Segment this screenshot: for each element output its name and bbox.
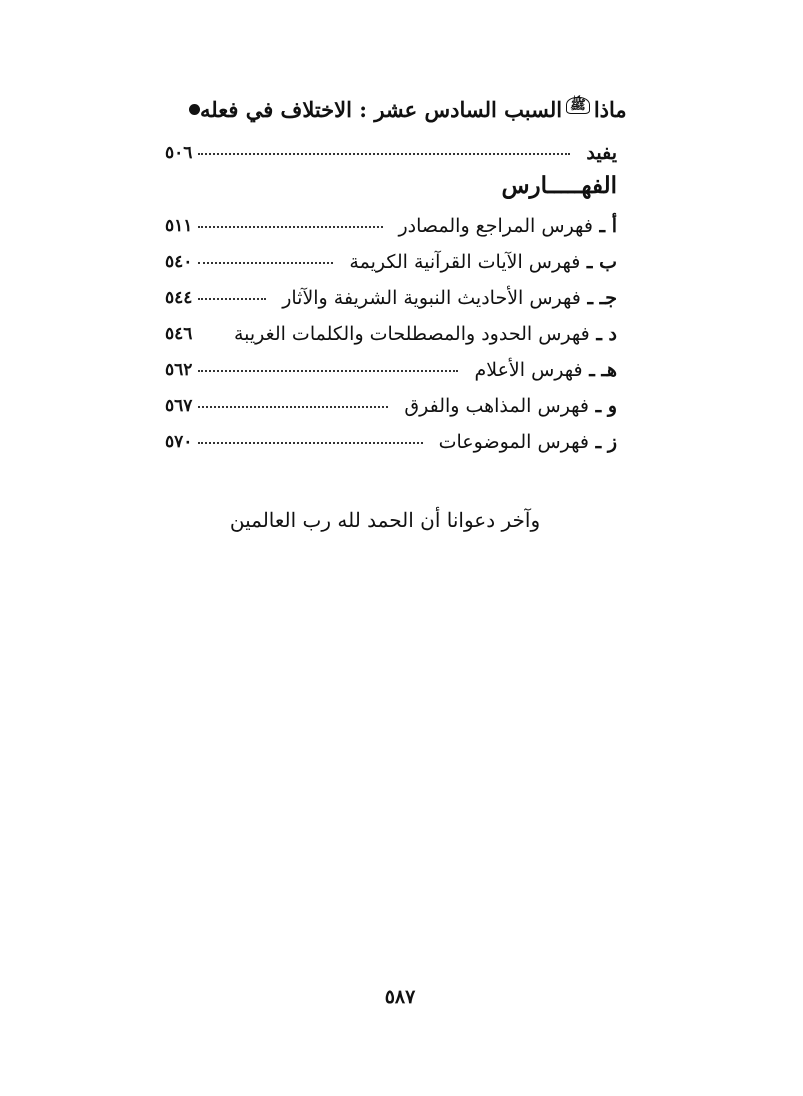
index-entry [165, 315, 617, 345]
cause-entry-page: ٥٠٦ [165, 143, 193, 163]
index-entry [165, 207, 617, 237]
leader-dots [198, 370, 458, 372]
index-entry-page: ٥٦٧ [165, 396, 193, 416]
index-entry [165, 387, 617, 417]
cause-entry-line1 [180, 92, 630, 126]
index-entry-label [464, 359, 617, 381]
bullet-icon [189, 104, 200, 115]
index-entry-page: ٥١١ [165, 216, 193, 236]
index-entry-label [234, 323, 617, 345]
leader-dots [198, 153, 570, 155]
index-entry-page: ٥٤٦ [165, 324, 193, 344]
index-entry-text: فهرس المراجع والمصادر [398, 215, 593, 237]
index-entry-text: فهرس المذاهب والفرق [404, 395, 590, 417]
leader-dots [198, 226, 382, 228]
index-entry-letter: د ـ [596, 323, 617, 345]
index-entry-page: ٥٧٠ [165, 432, 193, 452]
index-entry-text: فهرس الأعلام [474, 359, 583, 381]
index-entry-text: فهرس الموضوعات [438, 431, 590, 453]
cause-entry-line2 [165, 134, 617, 164]
leader-dots [198, 406, 388, 408]
index-entry-letter: هـ ـ [589, 359, 617, 381]
index-entry-label [339, 251, 617, 273]
index-entry-text: فهرس الحدود والمصطلحات والكلمات الغريبة [233, 323, 590, 345]
index-entry-letter: ب ـ [586, 251, 617, 273]
index-entry-label [272, 287, 617, 309]
index-entry-page: ٥٤٠ [165, 252, 193, 272]
cause-entry-title: السبب السادس عشر : الاختلاف في فعله [200, 96, 563, 122]
index-entry-page: ٥٤٤ [165, 288, 193, 308]
leader-dots [198, 298, 266, 300]
page-number: ٥٨٧ [384, 986, 416, 1008]
leader-dots [198, 262, 333, 264]
index-entry [165, 351, 617, 381]
index-entry [165, 243, 617, 273]
index-entry-letter: ز ـ [595, 431, 617, 453]
index-entry-letter: جـ ـ [587, 287, 617, 309]
cause-entry-continuation-text: يفيد [586, 142, 617, 164]
index-entry-text: فهرس الآيات القرآنية الكريمة [349, 251, 581, 273]
closing-text: وآخر دعوانا أن الحمد لله رب العالمين [229, 508, 541, 532]
index-entry-label [429, 431, 617, 453]
index-entry-page: ٥٦٢ [165, 360, 193, 380]
leader-dots [198, 442, 422, 444]
cause-entry-continuation [576, 142, 617, 164]
index-entry-letter: أ ـ [599, 215, 617, 237]
index-entry-label [389, 215, 618, 237]
index-entry-letter: و ـ [595, 395, 617, 417]
index-entry-text: فهرس الأحاديث النبوية الشريفة والآثار [282, 287, 581, 309]
section-title: الفهـــــارس [501, 172, 617, 199]
honorific-glyph: ﷺ [566, 97, 590, 114]
index-entry-label [394, 395, 617, 417]
index-entry [165, 423, 617, 453]
index-entry [165, 279, 617, 309]
cause-entry-title-end: ماذا [593, 96, 627, 122]
